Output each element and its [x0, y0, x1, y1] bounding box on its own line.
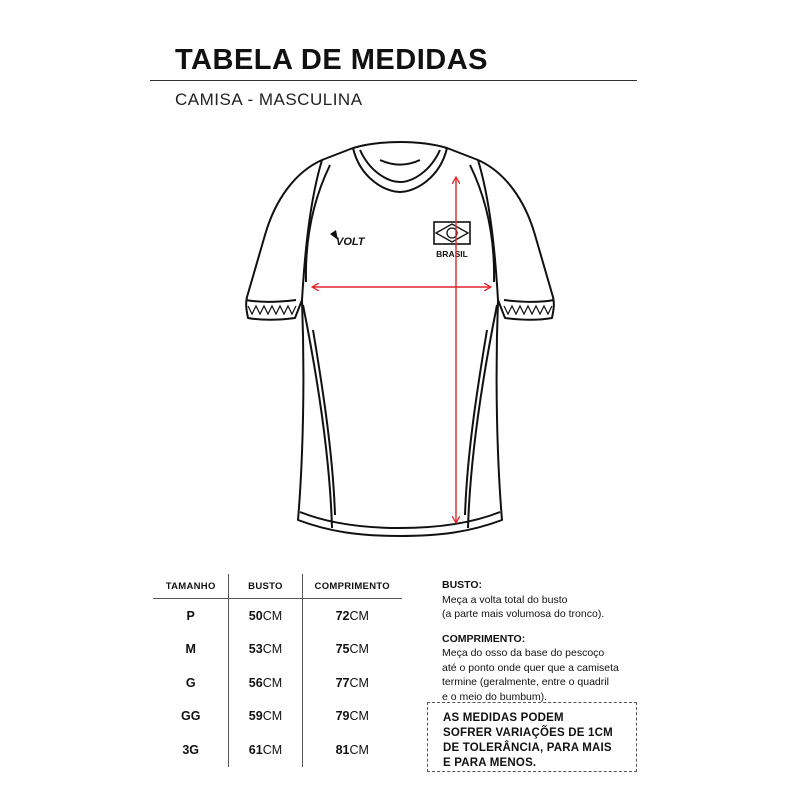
- brasil-flag-icon: [434, 222, 470, 259]
- cuff-pattern: [248, 306, 552, 314]
- measurement-notes: [442, 578, 672, 704]
- comprimento-cell: 75CM: [302, 633, 402, 667]
- size-cell: P: [186, 608, 195, 623]
- busto-note-line: (a parte mais volumosa do tronco).: [442, 608, 605, 620]
- table-row: [153, 700, 402, 734]
- comprimento-cell: 81CM: [302, 733, 402, 767]
- comprimento-cell: 77CM: [302, 666, 402, 700]
- page-subtitle: CAMISA - MASCULINA: [175, 90, 363, 109]
- size-cell: 3G: [182, 742, 200, 757]
- busto-note-line: Meça a volta total do busto: [442, 593, 568, 606]
- header-comprimento: COMPRIMENTO: [302, 574, 402, 599]
- size-cell: G: [185, 675, 196, 690]
- notice-line: DE TOLERÂNCIA, PARA MAIS: [443, 742, 612, 754]
- comprimento-note-line: e o meio do bumbum).: [442, 690, 548, 703]
- comprimento-note-line: até o ponto onde quer que a camiseta: [442, 661, 619, 674]
- busto-cell: 53CM: [229, 633, 302, 667]
- notice-line: E PARA MENOS.: [443, 757, 537, 769]
- size-cell: M: [185, 642, 196, 657]
- comprimento-note-line: termine (geralmente, entre o quadril: [442, 676, 609, 688]
- comprimento-cell: 72CM: [302, 599, 402, 633]
- busto-cell: 56CM: [229, 666, 302, 700]
- measure-arrows: [313, 178, 490, 522]
- notice-line: AS MEDIDAS PODEM: [443, 712, 564, 724]
- size-cell: GG: [180, 709, 201, 724]
- table-row: [153, 633, 402, 667]
- volt-logo-icon: [330, 230, 366, 248]
- brand-logo-text: VOLT: [336, 236, 365, 248]
- shirt-illustration: [235, 130, 565, 540]
- table-row: [153, 666, 402, 700]
- notice-line: SOFRER VARIAÇÕES DE 1CM: [443, 727, 613, 739]
- table-header-row: [153, 574, 402, 599]
- comprimento-note-title: COMPRIMENTO:: [442, 632, 526, 645]
- busto-cell: 50CM: [229, 599, 302, 633]
- table-row: [153, 733, 402, 767]
- tolerance-notice: [427, 702, 637, 772]
- comprimento-note-line: Meça do osso da base do pescoço: [442, 647, 605, 659]
- header-tamanho: TAMANHO: [153, 574, 229, 599]
- busto-cell: 61CM: [229, 733, 302, 767]
- busto-cell: 59CM: [229, 700, 302, 734]
- size-table: [153, 574, 402, 767]
- header-busto: BUSTO: [229, 574, 302, 599]
- badge-label: BRASIL: [436, 249, 468, 259]
- page-title: TABELA DE MEDIDAS: [175, 44, 488, 76]
- title-divider: [150, 80, 637, 81]
- busto-note-title: BUSTO:: [442, 579, 483, 591]
- comprimento-cell: 79CM: [302, 700, 402, 734]
- table-row: [153, 599, 402, 633]
- shirt-outline: [246, 142, 554, 536]
